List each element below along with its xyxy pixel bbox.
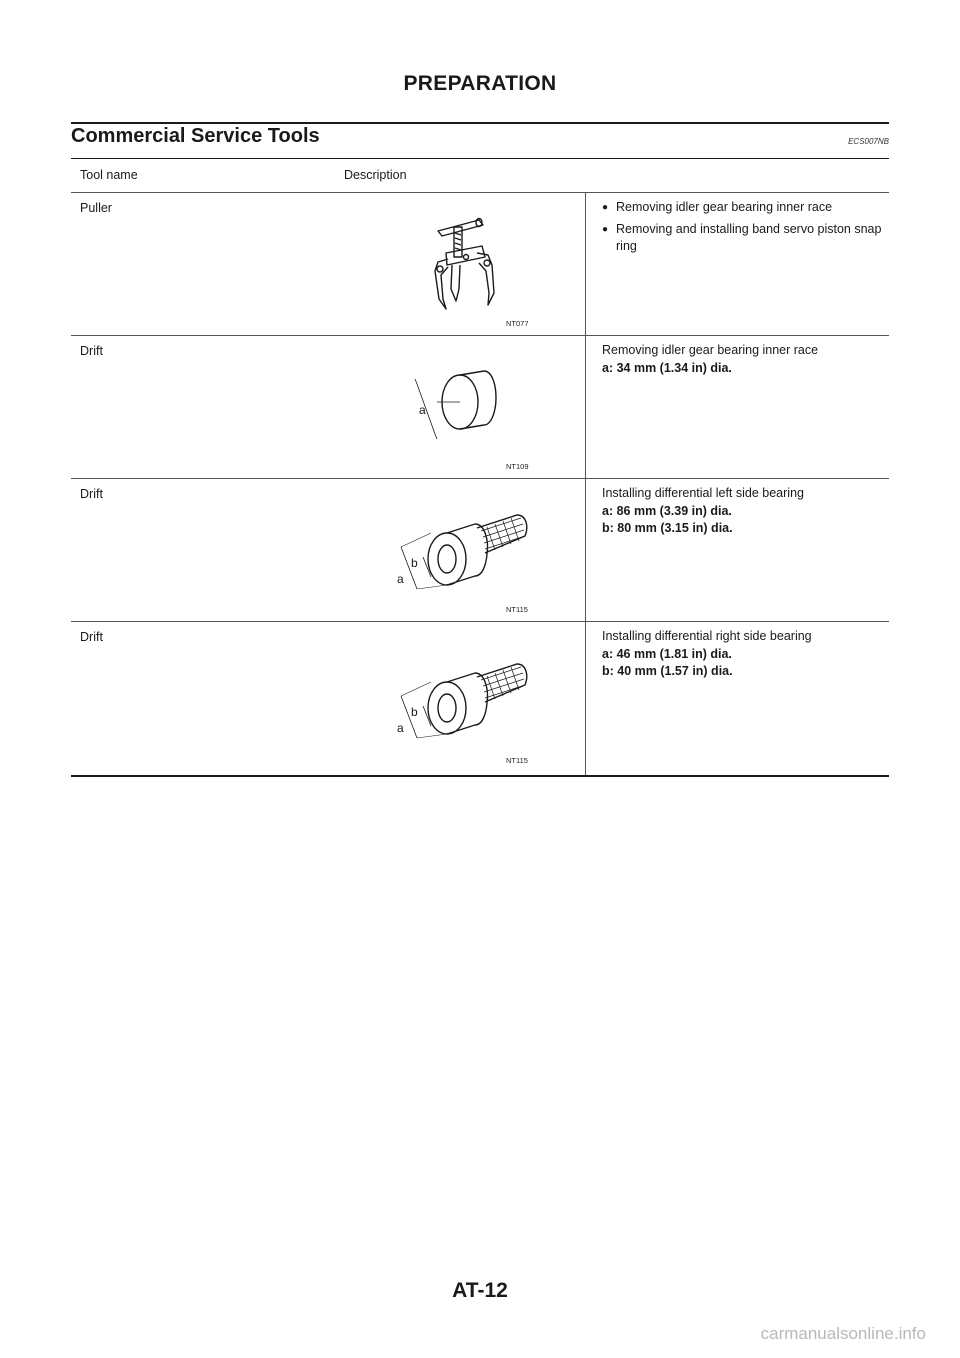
tool-name: Drift xyxy=(80,487,103,501)
tool-name: Puller xyxy=(80,201,112,215)
section-rule xyxy=(71,122,889,124)
description-cell xyxy=(602,199,887,260)
figure-code: NT109 xyxy=(506,462,529,471)
dimension-label-a: a xyxy=(397,721,404,735)
service-tools-table xyxy=(71,158,889,777)
page-header: PREPARATION xyxy=(403,72,557,95)
spec-b: b: 40 mm (1.57 in) dia. xyxy=(602,664,733,678)
description-text: Installing differential right side bearing xyxy=(602,629,812,643)
watermark: carmanualsonline.info xyxy=(760,1324,926,1343)
description-text: Removing idler gear bearing inner race xyxy=(602,343,819,357)
description-text: Installing differential left side bearing xyxy=(602,486,804,500)
tool-name: Drift xyxy=(80,630,103,644)
description-bullet: ● Removing and installing band servo piston snap ring xyxy=(602,221,887,256)
description-cell xyxy=(602,628,887,681)
page-number: AT-12 xyxy=(452,1279,508,1302)
tool-cell xyxy=(71,622,586,775)
column-header-description: Description xyxy=(344,168,407,182)
section-code: ECS007NB xyxy=(848,137,889,146)
tool-cell xyxy=(71,479,586,621)
tool-cell xyxy=(71,193,586,335)
tool-name: Drift xyxy=(80,344,103,358)
puller-illustration xyxy=(426,213,551,318)
table-header xyxy=(71,158,889,193)
drift-illustration xyxy=(411,370,531,450)
table-row xyxy=(71,479,889,622)
figure-code: NT077 xyxy=(506,319,529,328)
tool-cell xyxy=(71,336,586,478)
spec-a: a: 46 mm (1.81 in) dia. xyxy=(602,646,732,661)
dimension-label-a: a xyxy=(397,572,404,586)
drift-illustration xyxy=(389,658,549,748)
description-cell xyxy=(602,342,887,377)
dimension-label-b: b xyxy=(411,705,418,719)
section-title: Commercial Service Tools xyxy=(71,125,320,147)
table-row xyxy=(71,622,889,777)
dimension-label-a: a xyxy=(419,403,426,417)
table-row xyxy=(71,336,889,479)
dimension-label-b: b xyxy=(411,556,418,570)
drift-illustration xyxy=(389,509,549,599)
description-bullet: ● Removing idler gear bearing inner race xyxy=(602,199,887,217)
table-row xyxy=(71,193,889,336)
column-header-tool-name: Tool name xyxy=(80,168,138,182)
spec-b: b: 80 mm (3.15 in) dia. xyxy=(602,521,733,535)
description-cell xyxy=(602,485,887,538)
figure-code: NT115 xyxy=(506,605,528,614)
figure-code: NT115 xyxy=(506,756,528,765)
spec-a: a: 34 mm (1.34 in) dia. xyxy=(602,360,732,375)
spec-a: a: 86 mm (3.39 in) dia. xyxy=(602,503,732,518)
